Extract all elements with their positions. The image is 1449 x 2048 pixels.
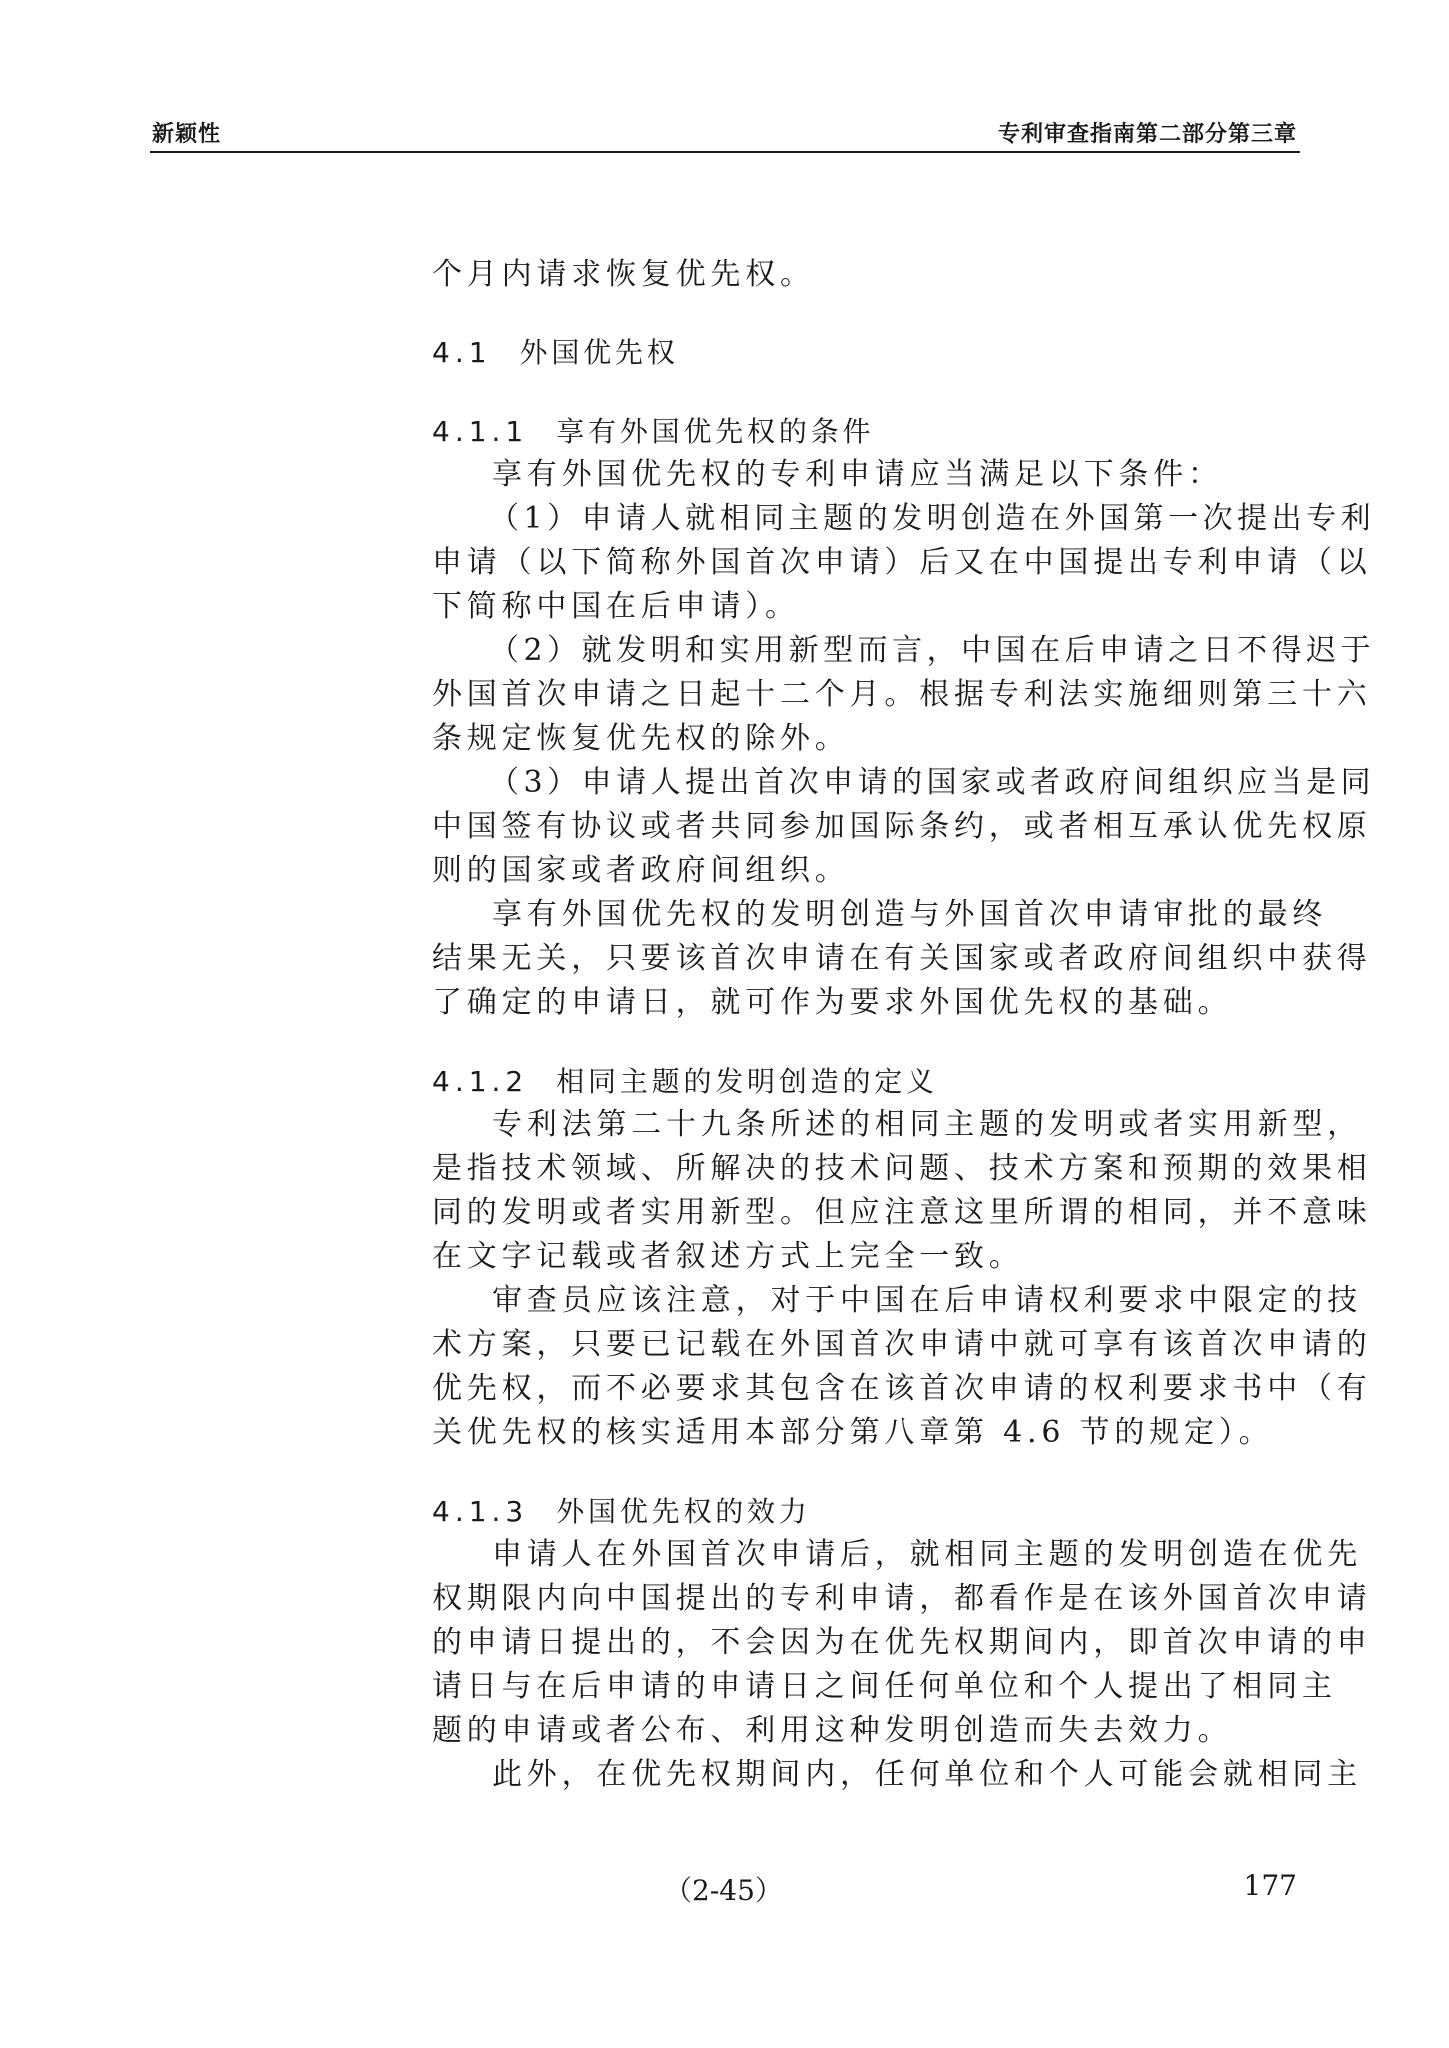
section-title: 外国优先权的效力 <box>556 1495 811 1528</box>
body-line: 是指技术领域、所解决的技术问题、技术方案和预期的效果相 <box>432 1151 1372 1186</box>
section-heading-4-1 <box>432 333 679 373</box>
body-line: 此外，在优先权期间内，任何单位和个人可能会就相同主 <box>492 1757 1362 1792</box>
body-line: 题的申请或者公布、利用这种发明创造而失去效力。 <box>432 1713 1233 1748</box>
body-line: 的申请日提出的，不会因为在优先权期间内，即首次申请的申 <box>432 1625 1372 1660</box>
section-number: 4.1.1 <box>432 415 529 448</box>
body-line: （1）申请人就相同主题的发明创造在外国第一次提出专利 <box>489 501 1376 536</box>
body-line: 享有外国优先权的专利申请应当满足以下条件： <box>492 457 1223 492</box>
running-header-left: 新颖性 <box>152 122 222 147</box>
body-line: 优先权，而不必要求其包含在该首次申请的权利要求书中（有 <box>432 1371 1372 1406</box>
body-line: 专利法第二十九条所述的相同主题的发明或者实用新型， <box>492 1107 1362 1142</box>
body-line: 结果无关，只要该首次申请在有关国家或者政府间组织中获得 <box>432 941 1372 976</box>
section-title: 外国优先权 <box>519 336 679 369</box>
body-line: 关优先权的核实适用本部分第八章第 4.6 节的规定）。 <box>432 1415 1274 1450</box>
running-header-right: 专利审查指南第二部分第三章 <box>997 122 1297 147</box>
body-line: 请日与在后申请的申请日之间任何单位和个人提出了相同主 <box>432 1669 1337 1704</box>
page-number: 177 <box>1243 1869 1297 1902</box>
section-heading-4-1-1 <box>432 412 874 452</box>
section-title: 相同主题的发明创造的定义 <box>556 1065 938 1098</box>
body-line: 了确定的申请日，就可作为要求外国优先权的基础。 <box>432 985 1233 1020</box>
body-line: 申请（以下简称外国首次申请）后又在中国提出专利申请（以 <box>432 545 1372 580</box>
section-number: 4.1.3 <box>432 1495 529 1528</box>
section-page-label: （2-45） <box>664 1874 783 1907</box>
body-line: 个月内请求恢复优先权。 <box>432 257 815 292</box>
body-line: 权期限内向中国提出的专利申请，都看作是在该外国首次申请 <box>432 1581 1372 1616</box>
body-line: （2）就发明和实用新型而言，中国在后申请之日不得迟于 <box>489 633 1376 668</box>
body-line: 则的国家或者政府间组织。 <box>432 853 850 888</box>
section-number: 4.1.2 <box>432 1065 529 1098</box>
body-line: 中国签有协议或者共同参加国际条约，或者相互承认优先权原 <box>432 809 1372 844</box>
body-line: 审查员应该注意，对于中国在后申请权利要求中限定的技 <box>492 1283 1362 1318</box>
body-line: 外国首次申请之日起十二个月。根据专利法实施细则第三十六 <box>432 677 1372 712</box>
section-heading-4-1-2 <box>432 1062 938 1102</box>
body-line: 在文字记载或者叙述方式上完全一致。 <box>432 1239 1024 1274</box>
body-line: 下简称中国在后申请）。 <box>432 589 800 624</box>
body-line: 同的发明或者实用新型。但应注意这里所谓的相同，并不意味 <box>432 1195 1372 1230</box>
body-line: （3）申请人提出首次申请的国家或者政府间组织应当是同 <box>489 765 1376 800</box>
body-line: 申请人在外国首次申请后，就相同主题的发明创造在优先 <box>492 1537 1362 1572</box>
body-line: 条规定恢复优先权的除外。 <box>432 721 850 756</box>
section-title: 享有外国优先权的条件 <box>556 415 875 448</box>
body-line: 术方案，只要已记载在外国首次申请中就可享有该首次申请的 <box>432 1327 1372 1362</box>
section-number: 4.1 <box>432 336 492 369</box>
header-rule <box>150 151 1300 153</box>
body-line: 享有外国优先权的发明创造与外国首次申请审批的最终 <box>492 897 1328 932</box>
section-heading-4-1-3 <box>432 1492 811 1532</box>
